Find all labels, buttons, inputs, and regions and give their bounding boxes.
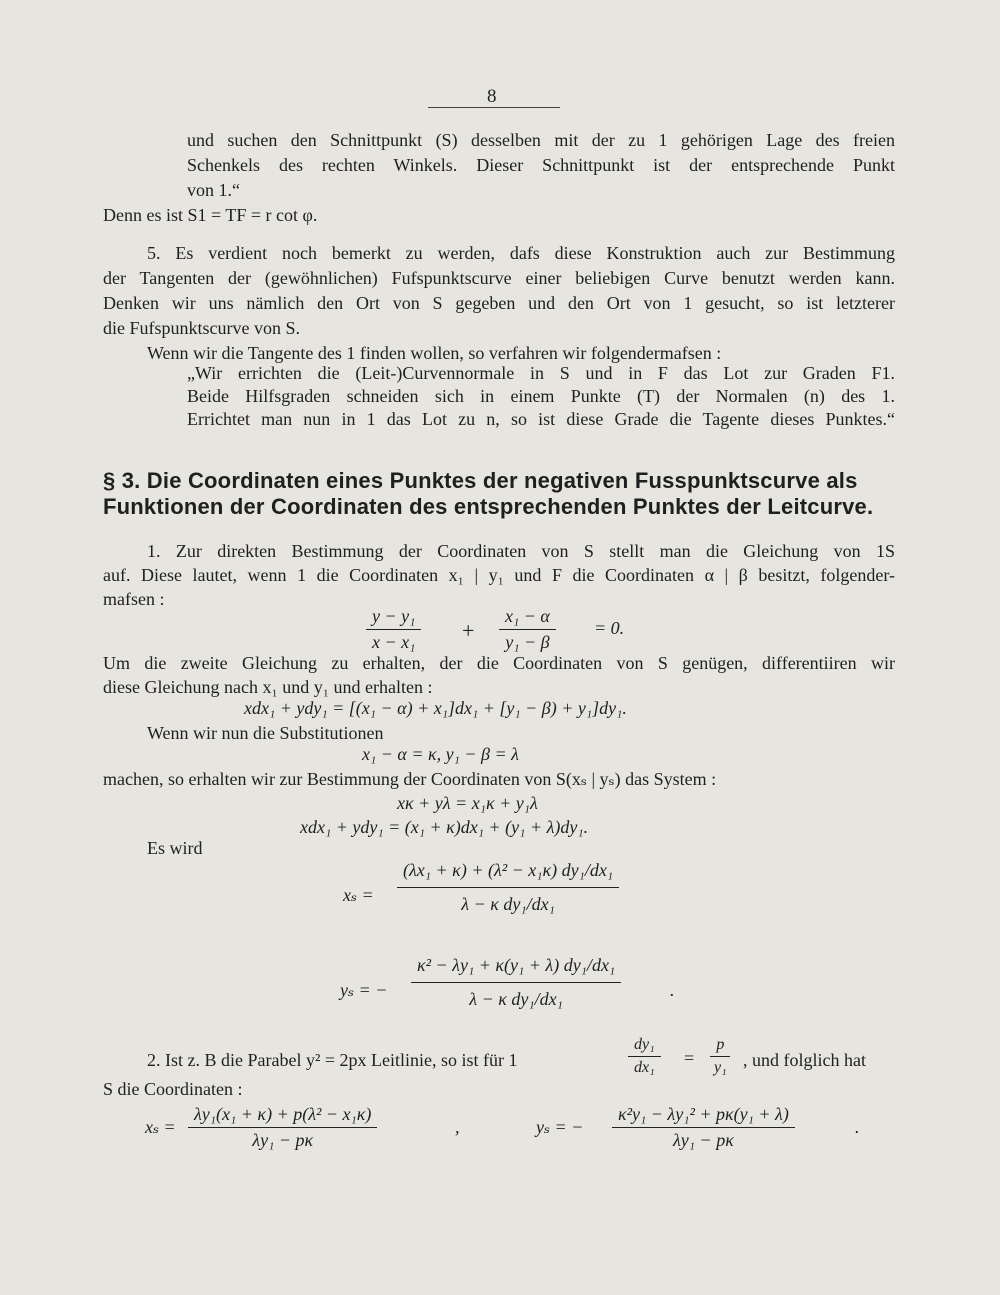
text-line: die Fufspunktscurve von S. xyxy=(103,318,300,338)
text-line: diese Gleichung nach x₁ und y₁ und erhalten : xyxy=(103,677,433,697)
header-rule xyxy=(428,107,560,108)
inline-fraction-dy-dx: $\frac{\text{dy₁}}{\text{dx₁}}$ xyxy=(628,1036,661,1077)
xs-lhs: xₛ = xyxy=(343,885,374,905)
equation-1-rhs: = 0. xyxy=(594,618,625,638)
section-heading-line-1: § 3. Die Coordinaten eines Punktes der negativen Fusspunktscurve als xyxy=(103,468,858,493)
quote-line: „Wir errichten die (Leit-)Curvennormale in S und in F das Lot zur Graden F1. xyxy=(187,363,895,383)
equation-1-fraction-b: $\frac{\text{x₁ − α}}{\text{y₁ − β}}$ xyxy=(499,606,556,653)
ys-end: . xyxy=(670,980,675,1000)
inline-fraction-p-y: $\frac{p}{\text{y₁}}$ xyxy=(708,1036,733,1077)
text-line: von 1.“ xyxy=(187,180,240,200)
text-line: Schenkels des rechten Winkels. Dieser Schnittpunkt ist der entsprechende Punkt xyxy=(187,155,895,175)
xs2-sep: , xyxy=(455,1117,460,1137)
quote-line: Errichtet man nun in 1 das Lot zu n, so ist diese Grade die Tagente dieses Punktes.“ xyxy=(187,409,895,429)
text-line: Wenn wir nun die Substitutionen xyxy=(147,723,384,743)
text-line: der Tangenten der (gewöhnlichen) Fufspunktscurve einer beliebigen Curve benutzt werden kann. xyxy=(103,268,895,288)
text-line: , und folglich hat xyxy=(743,1050,866,1070)
text-line: S die Coordinaten : xyxy=(103,1079,243,1099)
ys2-lhs: yₛ = − xyxy=(536,1117,584,1137)
text-line: machen, so erhalten wir zur Bestimmung der Coordinaten von S(xₛ | yₛ) das System : xyxy=(103,769,717,789)
text-line: 1. Zur direkten Bestimmung der Coordinaten von S stellt man die Gleichung von 1S xyxy=(147,541,895,561)
text-line: Denken wir uns nämlich den Ort von S gegeben und den Ort von 1 gesucht, so ist letzterer xyxy=(103,293,895,313)
ys-lhs: yₛ = − xyxy=(340,980,388,1000)
section-heading-line-2: Funktionen der Coordinaten des entsprechenden Punktes der Leitcurve. xyxy=(103,494,874,519)
equation-4: xκ + yλ = x₁κ + y₁λ xyxy=(397,793,538,813)
text-line: auf. Diese lautet, wenn 1 die Coordinaten x₁ | y₁ und F die Coordinaten α | β besitzt, folgender- xyxy=(103,565,895,585)
equation-1-plus: + xyxy=(462,618,475,643)
equation-3: x₁ − α = κ, y₁ − β = λ xyxy=(362,744,519,764)
ys2-end: . xyxy=(855,1117,860,1137)
text-line: und suchen den Schnittpunkt (S) desselben mit der zu 1 gehörigen Lage des freien xyxy=(187,130,895,150)
equation-5: xdx₁ + ydy₁ = (x₁ + κ)dx₁ + (y₁ + λ)dy₁. xyxy=(300,817,589,837)
quote-line: Beide Hilfsgraden schneiden sich in einem Punkte (T) der Normalen (n) des 1. xyxy=(187,386,895,406)
equation-2: xdx₁ + ydy₁ = [(x₁ − α) + x₁]dx₁ + [y₁ − β) + y₁]dy₁. xyxy=(244,698,627,718)
ys-fraction: $\frac{\text{κ² − λy₁ + κ(y₁ + λ) dy₁/dx₁}}{\text{λ − κ dy₁/dx₁}}$ xyxy=(411,955,621,1010)
text-line: Es wird xyxy=(147,838,203,858)
text-line: Wenn wir die Tangente des 1 finden wollen, so verfahren wir folgendermafsen : xyxy=(147,343,722,363)
equation-1-fraction-a: $\frac{\text{y − y₁}}{\text{x − x₁}}$ xyxy=(366,606,421,653)
ys2-fraction: $\frac{\text{κ²y₁ − λy₁² + pκ(y₁ + λ)}}{\text{λy₁ − pκ}}$ xyxy=(612,1104,795,1151)
text-line: 2. Ist z. B die Parabel y² = 2px Leitlinie, so ist für 1 xyxy=(147,1050,518,1070)
xs2-fraction: $\frac{\text{λy₁(x₁ + κ) + p(λ² − x₁κ)}}{\text{λy₁ − pκ}}$ xyxy=(188,1104,377,1151)
text-line: 5. Es verdient noch bemerkt zu werden, dafs diese Konstruktion auch zur Bestimmung xyxy=(147,243,895,263)
text-line: mafsen : xyxy=(103,589,165,609)
xs-fraction: $\frac{\text{(λx₁ + κ) + (λ² − x₁κ) dy₁/dx₁}}{\text{λ − κ dy₁/dx₁}}$ xyxy=(397,860,619,915)
xs2-lhs: xₛ = xyxy=(145,1117,176,1137)
text-line: Um die zweite Gleichung zu erhalten, der die Coordinaten von S genügen, differentiiren wir xyxy=(103,653,895,673)
page-number: 8 xyxy=(487,86,497,107)
inline-equals: = xyxy=(684,1048,695,1068)
text-line: Denn es ist S1 = TF = r cot φ. xyxy=(103,205,318,225)
